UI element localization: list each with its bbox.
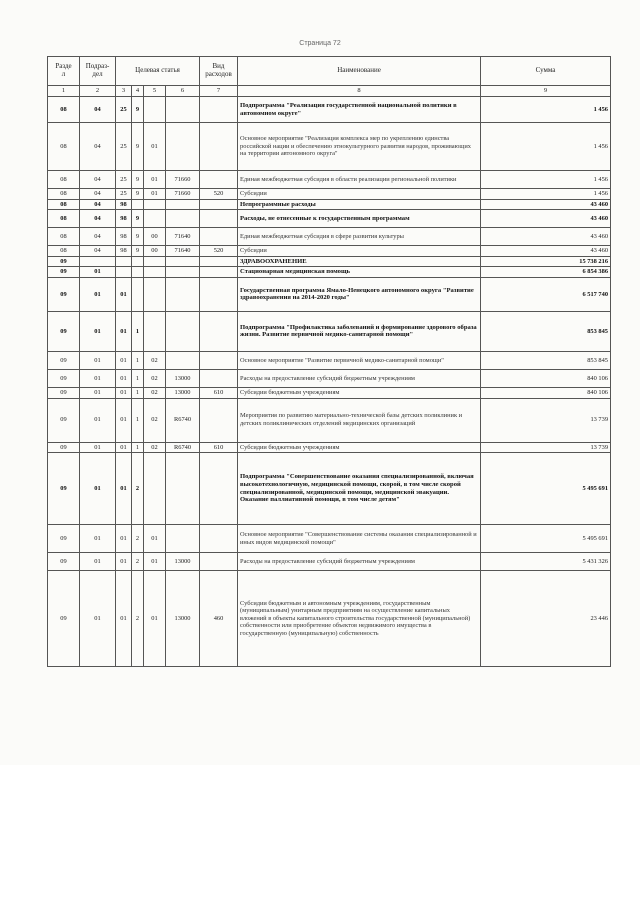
cell-subprogram: 9 — [132, 123, 144, 171]
cell-direction: R6740 — [166, 442, 200, 453]
cell-program: 25 — [116, 97, 132, 123]
cell-amount: 23 446 — [481, 571, 611, 667]
cell-direction — [166, 525, 200, 553]
cell-name: Субсидии бюджетным учреждениям — [238, 442, 481, 453]
cell-event: 01 — [144, 525, 166, 553]
table-row — [48, 97, 611, 123]
table-row — [48, 311, 611, 351]
cell-event: 01 — [144, 553, 166, 571]
cell-program: 01 — [116, 369, 132, 387]
cell-expense-type — [200, 123, 238, 171]
cell-expense-type — [200, 97, 238, 123]
cell-section: 09 — [48, 277, 80, 311]
cell-subprogram: 2 — [132, 553, 144, 571]
cell-subsection: 04 — [80, 199, 116, 210]
cell-event: 01 — [144, 189, 166, 200]
cell-program — [116, 267, 132, 278]
cell-name: Субсидии бюджетным и автономным учреждениям, государственным (муниципальным) унитарным предприятиям на осуществление капитальных вложений в объекты капитального строительства государственной (муниципальной) собственности или приобретение объектов недвижимого имущества в государственную (муниципальную) собственность — [238, 571, 481, 667]
cell-event: 02 — [144, 398, 166, 442]
cell-event: 02 — [144, 369, 166, 387]
cell-subprogram: 9 — [132, 171, 144, 189]
column-number: 8 — [238, 86, 481, 97]
cell-section: 09 — [48, 351, 80, 369]
cell-subprogram: 9 — [132, 189, 144, 200]
cell-program: 01 — [116, 453, 132, 525]
cell-amount: 5 431 326 — [481, 553, 611, 571]
cell-name: Подпрограмма "Совершенствование оказания специализированной, включая высокотехнологичную, медицинской помощи, скорой, в том числе скорой специализированной, медицинской помощи, медицинской эвакуации. Оказание паллиативной помощи, в том числе детям" — [238, 453, 481, 525]
table-row — [48, 398, 611, 442]
cell-direction: 71660 — [166, 189, 200, 200]
cell-subsection: 01 — [80, 571, 116, 667]
cell-expense-type — [200, 351, 238, 369]
page-number: Страница 72 — [299, 40, 341, 47]
cell-name: Непрограммные расходы — [238, 199, 481, 210]
table-row — [48, 256, 611, 267]
cell-name: Основное мероприятие "Развитие первичной медико-санитарной помощи" — [238, 351, 481, 369]
cell-direction — [166, 311, 200, 351]
cell-subsection: 01 — [80, 525, 116, 553]
cell-subsection: 04 — [80, 210, 116, 228]
cell-subsection: 04 — [80, 246, 116, 257]
cell-subprogram — [132, 199, 144, 210]
cell-event — [144, 453, 166, 525]
cell-subprogram: 1 — [132, 398, 144, 442]
header-section: Разде л — [48, 57, 80, 86]
cell-amount: 1 456 — [481, 171, 611, 189]
cell-subprogram: 9 — [132, 210, 144, 228]
cell-expense-type — [200, 553, 238, 571]
cell-event — [144, 267, 166, 278]
table-row — [48, 351, 611, 369]
cell-amount: 43 460 — [481, 228, 611, 246]
table-row — [48, 246, 611, 257]
cell-section: 09 — [48, 311, 80, 351]
cell-expense-type — [200, 369, 238, 387]
header-name: Наименование — [238, 57, 481, 86]
table-row — [48, 442, 611, 453]
cell-expense-type — [200, 267, 238, 278]
cell-direction: 71660 — [166, 171, 200, 189]
cell-subprogram: 9 — [132, 246, 144, 257]
cell-program: 01 — [116, 277, 132, 311]
cell-expense-type — [200, 398, 238, 442]
cell-event — [144, 277, 166, 311]
cell-program: 01 — [116, 398, 132, 442]
table-row — [48, 387, 611, 398]
column-number: 9 — [481, 86, 611, 97]
cell-subsection: 01 — [80, 351, 116, 369]
cell-name: Единая межбюджетная субсидия в сфере развития культуры — [238, 228, 481, 246]
cell-section: 08 — [48, 189, 80, 200]
cell-expense-type: 610 — [200, 387, 238, 398]
column-number: 1 — [48, 86, 80, 97]
cell-subprogram: 1 — [132, 369, 144, 387]
cell-subsection: 01 — [80, 553, 116, 571]
cell-amount: 840 106 — [481, 369, 611, 387]
cell-subsection — [80, 256, 116, 267]
table-row — [48, 171, 611, 189]
cell-section: 08 — [48, 228, 80, 246]
cell-expense-type — [200, 453, 238, 525]
table-row — [48, 123, 611, 171]
cell-expense-type: 520 — [200, 189, 238, 200]
cell-amount: 43 460 — [481, 199, 611, 210]
cell-event — [144, 256, 166, 267]
cell-event — [144, 97, 166, 123]
cell-amount: 1 456 — [481, 97, 611, 123]
cell-direction: 13000 — [166, 553, 200, 571]
cell-subsection: 01 — [80, 369, 116, 387]
table-row — [48, 199, 611, 210]
cell-subprogram: 1 — [132, 311, 144, 351]
column-number: 7 — [200, 86, 238, 97]
cell-direction — [166, 123, 200, 171]
cell-amount: 853 845 — [481, 311, 611, 351]
cell-subsection: 04 — [80, 171, 116, 189]
column-number-row — [48, 86, 611, 97]
cell-subprogram: 2 — [132, 525, 144, 553]
cell-direction: 13000 — [166, 571, 200, 667]
cell-program: 01 — [116, 351, 132, 369]
cell-amount: 43 460 — [481, 246, 611, 257]
cell-name: ЗДРАВООХРАНЕНИЕ — [238, 256, 481, 267]
cell-program: 01 — [116, 553, 132, 571]
cell-name: Субсидии бюджетным учреждениям — [238, 387, 481, 398]
cell-name: Основное мероприятие "Совершенствование системы оказания специализированной и иных видов медицинской помощи" — [238, 525, 481, 553]
cell-program: 25 — [116, 189, 132, 200]
cell-name: Подпрограмма "Профилактика заболеваний и формирование здорового образа жизни. Развитие первичной медико-санитарной помощи" — [238, 311, 481, 351]
cell-amount: 43 460 — [481, 210, 611, 228]
cell-section: 09 — [48, 525, 80, 553]
cell-event — [144, 199, 166, 210]
cell-section: 09 — [48, 369, 80, 387]
cell-subprogram: 1 — [132, 387, 144, 398]
cell-program: 98 — [116, 199, 132, 210]
cell-name: Основное мероприятие "Реализация комплекса мер по укреплению единства российской нации и обеспечению этнокультурного развития народов, проживающих на территории автономного округа" — [238, 123, 481, 171]
cell-direction — [166, 351, 200, 369]
cell-name: Субсидии — [238, 246, 481, 257]
cell-subsection: 04 — [80, 123, 116, 171]
cell-direction — [166, 267, 200, 278]
cell-subsection: 04 — [80, 189, 116, 200]
cell-amount: 6 854 386 — [481, 267, 611, 278]
cell-direction — [166, 210, 200, 228]
cell-direction: 71640 — [166, 228, 200, 246]
cell-direction — [166, 199, 200, 210]
cell-subsection: 01 — [80, 442, 116, 453]
cell-direction: R6740 — [166, 398, 200, 442]
cell-subsection: 01 — [80, 311, 116, 351]
cell-section: 09 — [48, 442, 80, 453]
header-amount: Сумма — [481, 57, 611, 86]
cell-name: Единая межбюджетная субсидия в области реализации региональной политики — [238, 171, 481, 189]
cell-section: 09 — [48, 387, 80, 398]
cell-expense-type — [200, 256, 238, 267]
cell-amount: 1 456 — [481, 123, 611, 171]
cell-expense-type — [200, 311, 238, 351]
cell-direction: 13000 — [166, 387, 200, 398]
cell-expense-type — [200, 171, 238, 189]
cell-event: 02 — [144, 442, 166, 453]
cell-subprogram: 2 — [132, 571, 144, 667]
cell-name: Стационарная медицинская помощь — [238, 267, 481, 278]
cell-name: Расходы на предоставление субсидий бюджетным учреждениям — [238, 553, 481, 571]
cell-amount: 6 517 740 — [481, 277, 611, 311]
cell-event: 02 — [144, 351, 166, 369]
cell-event — [144, 210, 166, 228]
cell-program: 25 — [116, 123, 132, 171]
cell-program: 98 — [116, 210, 132, 228]
cell-expense-type: 520 — [200, 246, 238, 257]
cell-name: Государственная программа Ямало-Ненецкого автономного округа "Развитие здравоохранения на 2014-2020 годы" — [238, 277, 481, 311]
header-target-article: Целевая статья — [116, 57, 200, 86]
cell-subsection: 01 — [80, 387, 116, 398]
cell-event: 01 — [144, 571, 166, 667]
cell-name: Подпрограмма "Реализация государственной национальной политики в автономном округе" — [238, 97, 481, 123]
cell-subsection: 01 — [80, 453, 116, 525]
cell-section: 08 — [48, 123, 80, 171]
header-row — [48, 57, 611, 86]
cell-expense-type — [200, 277, 238, 311]
cell-direction — [166, 277, 200, 311]
cell-section: 08 — [48, 246, 80, 257]
cell-direction: 71640 — [166, 246, 200, 257]
cell-expense-type — [200, 210, 238, 228]
cell-program: 01 — [116, 571, 132, 667]
table-row — [48, 210, 611, 228]
cell-event: 01 — [144, 123, 166, 171]
cell-amount: 853 845 — [481, 351, 611, 369]
cell-subprogram — [132, 267, 144, 278]
cell-direction: 13000 — [166, 369, 200, 387]
column-number: 3 — [116, 86, 132, 97]
cell-name: Расходы на предоставление субсидий бюджетным учреждениям — [238, 369, 481, 387]
cell-amount: 13 739 — [481, 398, 611, 442]
cell-amount: 15 738 216 — [481, 256, 611, 267]
cell-name: Субсидии — [238, 189, 481, 200]
cell-event — [144, 311, 166, 351]
column-number: 6 — [166, 86, 200, 97]
column-number: 2 — [80, 86, 116, 97]
table-row — [48, 267, 611, 278]
cell-expense-type: 610 — [200, 442, 238, 453]
cell-program: 98 — [116, 228, 132, 246]
cell-program: 25 — [116, 171, 132, 189]
cell-direction — [166, 256, 200, 267]
cell-expense-type: 460 — [200, 571, 238, 667]
table-row — [48, 189, 611, 200]
cell-subsection: 04 — [80, 228, 116, 246]
column-number: 5 — [144, 86, 166, 97]
cell-name: Мероприятия по развитию материально-технической базы детских поликлиник и детских поликлинических отделений медицинских организаций — [238, 398, 481, 442]
table-row — [48, 369, 611, 387]
cell-direction — [166, 97, 200, 123]
cell-amount: 13 739 — [481, 442, 611, 453]
cell-subprogram — [132, 256, 144, 267]
budget-table — [47, 56, 611, 667]
cell-section: 08 — [48, 171, 80, 189]
cell-amount: 5 495 691 — [481, 525, 611, 553]
cell-subprogram: 2 — [132, 453, 144, 525]
table-row — [48, 453, 611, 525]
cell-subprogram: 1 — [132, 351, 144, 369]
cell-program: 01 — [116, 442, 132, 453]
cell-subprogram: 9 — [132, 228, 144, 246]
cell-program: 98 — [116, 246, 132, 257]
cell-subsection: 04 — [80, 97, 116, 123]
cell-section: 08 — [48, 199, 80, 210]
cell-subprogram: 1 — [132, 442, 144, 453]
cell-event: 02 — [144, 387, 166, 398]
cell-section: 09 — [48, 256, 80, 267]
cell-subsection: 01 — [80, 398, 116, 442]
cell-expense-type — [200, 228, 238, 246]
cell-event: 00 — [144, 228, 166, 246]
cell-expense-type — [200, 199, 238, 210]
header-expense-type: Вид расходов — [200, 57, 238, 86]
cell-subprogram — [132, 277, 144, 311]
cell-section: 09 — [48, 453, 80, 525]
cell-section: 09 — [48, 398, 80, 442]
column-number: 4 — [132, 86, 144, 97]
cell-program: 01 — [116, 387, 132, 398]
cell-amount: 5 495 691 — [481, 453, 611, 525]
cell-program: 01 — [116, 525, 132, 553]
header-subsection: Подраз- дел — [80, 57, 116, 86]
cell-program — [116, 256, 132, 267]
table-row — [48, 553, 611, 571]
cell-expense-type — [200, 525, 238, 553]
cell-section: 08 — [48, 210, 80, 228]
cell-section: 09 — [48, 571, 80, 667]
cell-direction — [166, 453, 200, 525]
table-row — [48, 525, 611, 553]
cell-amount: 1 456 — [481, 189, 611, 200]
cell-amount: 840 106 — [481, 387, 611, 398]
table-row — [48, 277, 611, 311]
cell-section: 09 — [48, 267, 80, 278]
cell-event: 01 — [144, 171, 166, 189]
table-row — [48, 571, 611, 667]
cell-name: Расходы, не отнесенные к государственным программам — [238, 210, 481, 228]
cell-section: 08 — [48, 97, 80, 123]
cell-subprogram: 9 — [132, 97, 144, 123]
cell-program: 01 — [116, 311, 132, 351]
cell-section: 09 — [48, 553, 80, 571]
table-row — [48, 228, 611, 246]
cell-subsection: 01 — [80, 277, 116, 311]
cell-subsection: 01 — [80, 267, 116, 278]
cell-event: 00 — [144, 246, 166, 257]
